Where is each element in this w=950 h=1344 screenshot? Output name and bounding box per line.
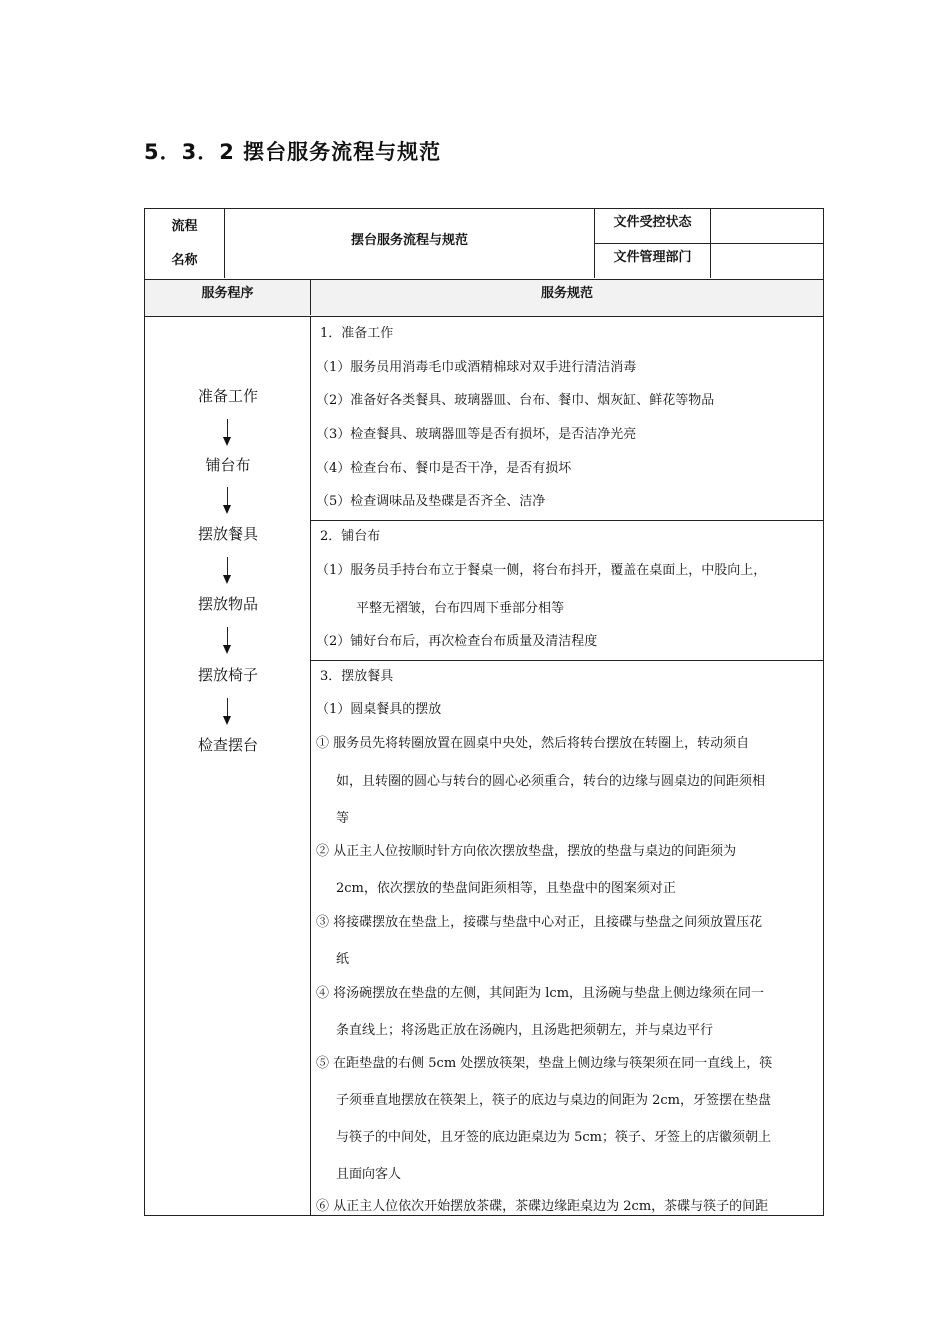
list-item: ① 服务员先将转圈放置在圆桌中央处，然后将转台摆放在转圈上，转动须自 — [316, 736, 750, 751]
list-item-cont: 2cm，依次摆放的垫盘间距须相等，且垫盘中的图案须对正 — [336, 881, 676, 896]
section-heading: 2．铺台布 — [320, 529, 381, 544]
list-item: ⑥ 从正主人位依次开始摆放茶碟，茶碟边缘距桌边为 2cm，茶碟与筷子的间距 — [316, 1199, 769, 1214]
step-place-items: 摆放物品 — [197, 595, 258, 613]
list-item-cont: 如，且转圈的圆心与转台的圆心必须重合，转台的边缘与圆桌边的间距须相 — [336, 774, 766, 789]
standard-column — [311, 317, 823, 1215]
step-place-tableware: 摆放餐具 — [197, 525, 258, 543]
arrow-icon — [227, 627, 228, 647]
list-item: ④ 将汤碗摆放在垫盘的左侧，其间距为 lcm，且汤碗与垫盘上侧边缘须在同一 — [316, 986, 765, 1001]
step-lay-tablecloth: 铺台布 — [205, 456, 251, 474]
column-headers — [145, 280, 823, 317]
list-item: （1）服务员用消毒毛巾或酒精棉球对双手进行清洁消毒 — [316, 360, 637, 375]
table-header — [145, 209, 823, 280]
procedure-column — [145, 317, 311, 1215]
list-item-cont: 与筷子的中间处，且牙签的底边距桌边为 5cm；筷子、牙签上的店徽须朝上 — [336, 1130, 772, 1145]
list-item-cont: 条直线上；将汤匙正放在汤碗内，且汤匙把须朝左，并与桌边平行 — [336, 1023, 714, 1038]
dept-label: 文件管理部门 — [595, 244, 711, 278]
step-prepare: 准备工作 — [197, 387, 258, 405]
flow-name-value-text: 摆台服务流程与规范 — [350, 233, 468, 248]
section-tablecloth — [311, 520, 823, 661]
col-standard: 服务规范 — [540, 286, 593, 301]
flow-name-label-1: 流程 — [171, 219, 198, 234]
flow-name-value — [225, 209, 595, 278]
list-item-cont: 且面向客人 — [336, 1167, 402, 1182]
list-item: （1）服务员手持台布立于餐桌一侧，将台布抖开，覆盖在桌面上，中股向上， — [316, 563, 767, 578]
step-place-chairs: 摆放椅子 — [197, 666, 258, 684]
list-item-cont: 纸 — [336, 952, 350, 967]
flow-name-label-cell — [145, 209, 225, 278]
list-item: （2）准备好各类餐具、玻璃器皿、台布、餐巾、烟灰缸、鲜花等物品 — [316, 393, 715, 408]
list-item-cont: 等 — [336, 811, 350, 826]
list-item: （5）检查调味品及垫碟是否齐全、洁净 — [316, 494, 546, 509]
dept-value — [711, 244, 824, 278]
control-status-label: 文件受控状态 — [595, 209, 711, 244]
list-item: （2）铺好台布后，再次检查台布质量及清洁程度 — [316, 634, 598, 649]
step-check-setting: 检查摆台 — [197, 736, 258, 754]
arrow-icon — [227, 698, 228, 718]
list-item: （4）检查台布、餐巾是否干净，是否有损坏 — [316, 461, 572, 476]
list-item: ② 从正主人位按顺时针方向依次摆放垫盘，摆放的垫盘与桌边的间距须为 — [316, 844, 737, 859]
col-procedure: 服务程序 — [145, 280, 311, 315]
list-item-cont: 平整无褶皱，台布四周下垂部分相等 — [356, 601, 565, 616]
table-body — [145, 317, 823, 1215]
arrow-icon — [227, 419, 228, 439]
list-item-cont: 子须垂直地摆放在筷架上，筷子的底边与桌边的间距为 2cm，牙签摆在垫盘 — [336, 1093, 772, 1108]
arrow-icon — [227, 487, 228, 507]
page-title: 5．3．2 摆台服务流程与规范 — [144, 140, 442, 164]
list-item: （3）检查餐具、玻璃器皿等是否有损坏，是否洁净光亮 — [316, 427, 637, 442]
flow-name-label-2: 名称 — [171, 253, 198, 268]
section-heading: 3．摆放餐具 — [320, 669, 394, 684]
section-prepare — [311, 317, 823, 521]
list-item: ⑤ 在距垫盘的右侧 5cm 处摆放筷架，垫盘上侧边缘与筷架须在同一直线上，筷 — [316, 1056, 773, 1071]
section-heading: 1．准备工作 — [320, 326, 394, 341]
section-tableware — [311, 660, 823, 1215]
process-table — [144, 208, 824, 1216]
list-item: ③ 将接碟摆放在垫盘上，接碟与垫盘中心对正，且接碟与垫盘之间须放置压花 — [316, 915, 763, 930]
list-item: （1）圆桌餐具的摆放 — [316, 702, 442, 717]
control-status-value — [711, 209, 824, 244]
arrow-icon — [227, 557, 228, 577]
